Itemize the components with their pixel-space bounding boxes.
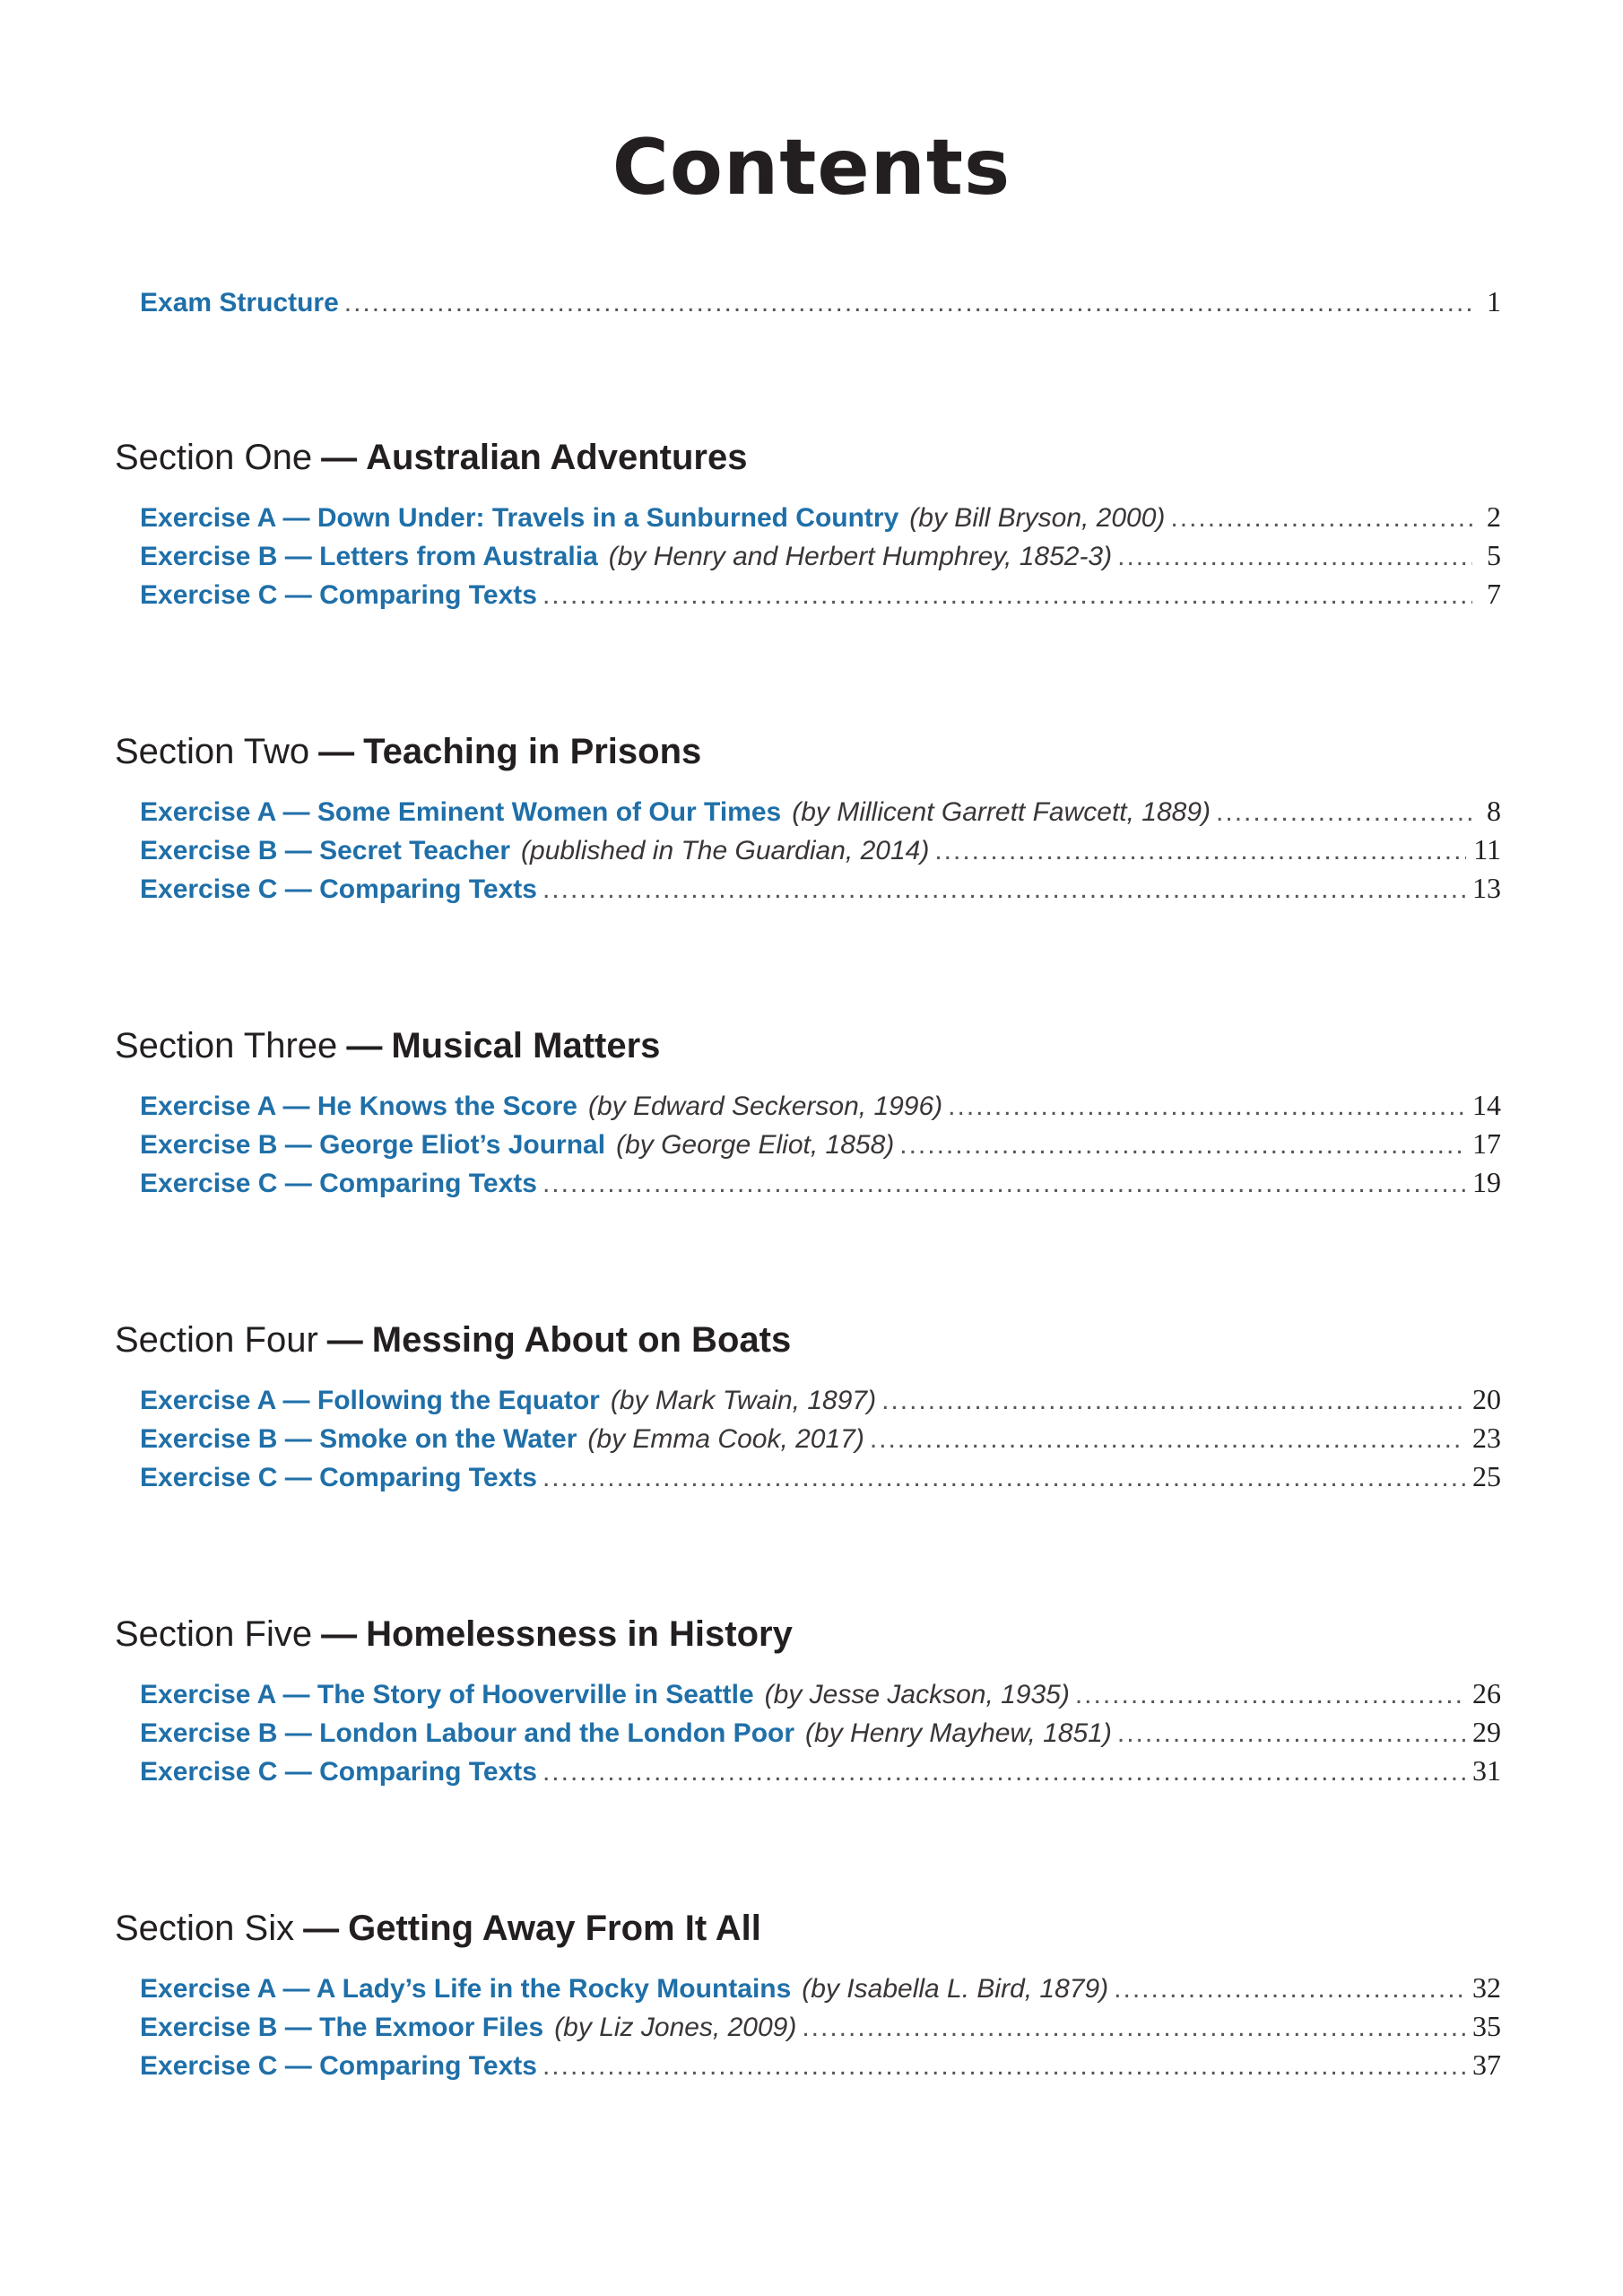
- toc-entry-title: Exercise C — Comparing Texts: [140, 1169, 537, 1198]
- dot-leader: [899, 1126, 1465, 1165]
- toc-entry[interactable]: [140, 2045, 1501, 2084]
- toc-entry[interactable]: [140, 1162, 1501, 1202]
- dot-leader: [934, 831, 1466, 871]
- toc-page-number: 1: [1487, 285, 1501, 317]
- toc-entry-author: (by George Eliot, 1858): [616, 1130, 895, 1160]
- toc-entry[interactable]: [140, 1457, 1501, 1496]
- dot-leader: [881, 1381, 1465, 1421]
- dot-leader: [1216, 793, 1472, 832]
- section-dash: —: [318, 732, 355, 771]
- section-heading-five: [115, 1611, 1496, 1657]
- section-dash: —: [346, 1026, 383, 1065]
- toc-page-number: 8: [1487, 795, 1501, 827]
- toc-entry-title: Exercise B — Letters from Australia: [140, 542, 598, 571]
- section-name: Section Six: [115, 1909, 295, 1948]
- toc-entry-author: (published in The Guardian, 2014): [521, 836, 930, 865]
- toc-entry[interactable]: [140, 1674, 1501, 1713]
- toc-entry-title: Exercise B — George Eliot’s Journal: [140, 1130, 606, 1160]
- dot-leader: [870, 1420, 1465, 1459]
- dot-leader: [542, 1458, 1465, 1498]
- dot-leader: [542, 1752, 1465, 1792]
- toc-page-number: 29: [1472, 1716, 1501, 1748]
- toc-entry-title: Exercise B — The Exmoor Files: [140, 2013, 544, 2042]
- toc-entry-title: Exercise A — He Knows the Score: [140, 1091, 577, 1121]
- dot-leader: [542, 1164, 1465, 1204]
- dot-leader: [1114, 1970, 1465, 2009]
- toc-page-number: 31: [1472, 1754, 1501, 1787]
- toc-entry-author: (by Edward Seckerson, 1996): [587, 1091, 943, 1121]
- toc-entry-title: Exercise A — Down Under: Travels in a Sunburned Country: [140, 503, 899, 533]
- toc-page-number: 32: [1472, 1971, 1501, 2004]
- toc-entry-author: (by Bill Bryson, 2000): [909, 503, 1166, 533]
- section-subtitle: Australian Adventures: [366, 438, 748, 477]
- toc-entry[interactable]: [140, 574, 1501, 613]
- toc-entry-author: (by Henry and Herbert Humphrey, 1852-3): [608, 542, 1113, 571]
- section-name: Section Three: [115, 1026, 338, 1065]
- toc-entry[interactable]: [140, 868, 1501, 908]
- section-dash: —: [321, 438, 358, 477]
- dot-leader: [1117, 537, 1472, 577]
- toc-entry[interactable]: [140, 1085, 1501, 1125]
- section-name: Section Five: [115, 1614, 313, 1654]
- toc-page-number: 13: [1472, 872, 1501, 904]
- toc-entry-title: Exercise C — Comparing Texts: [140, 2051, 537, 2081]
- toc-entry-author: (by Mark Twain, 1897): [610, 1386, 877, 1415]
- toc-entry-author: (by Emma Cook, 2017): [587, 1424, 864, 1454]
- toc-entry-title: Exercise C — Comparing Texts: [140, 580, 537, 610]
- toc-entry-title: Exercise B — Smoke on the Water: [140, 1424, 577, 1454]
- toc-page-number: 23: [1472, 1422, 1501, 1454]
- toc-entry[interactable]: [140, 535, 1501, 575]
- toc-entry[interactable]: [140, 1968, 1501, 2007]
- section-name: Section Four: [115, 1320, 318, 1360]
- toc-entry[interactable]: [140, 1124, 1501, 1163]
- toc-entry[interactable]: [140, 1712, 1501, 1752]
- toc-entry[interactable]: [140, 1418, 1501, 1457]
- dot-leader: [344, 283, 1472, 323]
- section-heading-one: [115, 434, 1496, 481]
- toc-entry-title: Exercise C — Comparing Texts: [140, 874, 537, 904]
- toc-entry-title: Exercise A — Some Eminent Women of Our Times: [140, 797, 782, 827]
- dot-leader: [1075, 1675, 1465, 1715]
- toc-entry-author: (by Jesse Jackson, 1935): [764, 1680, 1070, 1709]
- toc-page-number: 19: [1472, 1166, 1501, 1198]
- section-dash: —: [321, 1614, 358, 1654]
- section-subtitle: Getting Away From It All: [348, 1909, 761, 1948]
- toc-entry[interactable]: [140, 2006, 1501, 2046]
- section-subtitle: Homelessness in History: [366, 1614, 793, 1654]
- toc-page-number: 11: [1473, 833, 1501, 865]
- dot-leader: [542, 870, 1465, 909]
- toc-entry-author: (by Millicent Garrett Fawcett, 1889): [792, 797, 1211, 827]
- dot-leader: [542, 2047, 1465, 2086]
- dot-leader: [542, 576, 1472, 615]
- toc-page-number: 25: [1472, 1460, 1501, 1492]
- section-subtitle: Musical Matters: [391, 1026, 661, 1065]
- section-heading-two: [115, 728, 1496, 775]
- toc-entry[interactable]: [140, 497, 1501, 536]
- toc-page-number: 35: [1472, 2010, 1501, 2042]
- section-dash: —: [303, 1909, 340, 1948]
- toc-entry-title: Exam Structure: [140, 288, 339, 317]
- toc-page-number: 14: [1472, 1089, 1501, 1121]
- toc-entry-title: Exercise A — Following the Equator: [140, 1386, 600, 1415]
- toc-entry[interactable]: [140, 830, 1501, 869]
- section-heading-four: [115, 1317, 1496, 1363]
- toc-page-number: 26: [1472, 1677, 1501, 1709]
- toc-page-number: 7: [1487, 578, 1501, 610]
- toc-entry-title: Exercise C — Comparing Texts: [140, 1757, 537, 1787]
- toc-page-number: 37: [1472, 2048, 1501, 2081]
- toc-entry[interactable]: [140, 791, 1501, 831]
- toc-entry-author: (by Isabella L. Bird, 1879): [802, 1974, 1109, 2004]
- toc-entry-author: (by Liz Jones, 2009): [554, 2013, 797, 2042]
- toc-entry-author: (by Henry Mayhew, 1851): [805, 1718, 1112, 1748]
- toc-entry-title: Exercise A — A Lady’s Life in the Rocky Mountains: [140, 1974, 792, 2004]
- section-heading-three: [115, 1022, 1496, 1069]
- toc-page-number: 17: [1472, 1127, 1501, 1160]
- section-dash: —: [326, 1320, 363, 1360]
- toc-page-number: 20: [1472, 1383, 1501, 1415]
- toc-entry-title: Exercise B — Secret Teacher: [140, 836, 511, 865]
- toc-entry[interactable]: [140, 1379, 1501, 1419]
- dot-leader: [948, 1087, 1465, 1126]
- toc-entry-exam-structure[interactable]: [140, 282, 1501, 321]
- dot-leader: [802, 2008, 1465, 2048]
- section-subtitle: Teaching in Prisons: [363, 732, 702, 771]
- toc-entry-title: Exercise C — Comparing Texts: [140, 1463, 537, 1492]
- section-name: Section One: [115, 438, 313, 477]
- dot-leader: [1117, 1714, 1465, 1753]
- toc-entry[interactable]: [140, 1751, 1501, 1790]
- section-name: Section Two: [115, 732, 310, 771]
- toc-page-number: 2: [1487, 500, 1501, 533]
- section-heading-six: [115, 1905, 1496, 1952]
- toc-entry-title: Exercise B — London Labour and the London Poor: [140, 1718, 795, 1748]
- page-title: Contents: [612, 123, 1011, 213]
- dot-leader: [1170, 499, 1472, 538]
- section-subtitle: Messing About on Boats: [371, 1320, 792, 1360]
- toc-entry-title: Exercise A — The Story of Hooverville in Seattle: [140, 1680, 754, 1709]
- toc-page-number: 5: [1487, 539, 1501, 571]
